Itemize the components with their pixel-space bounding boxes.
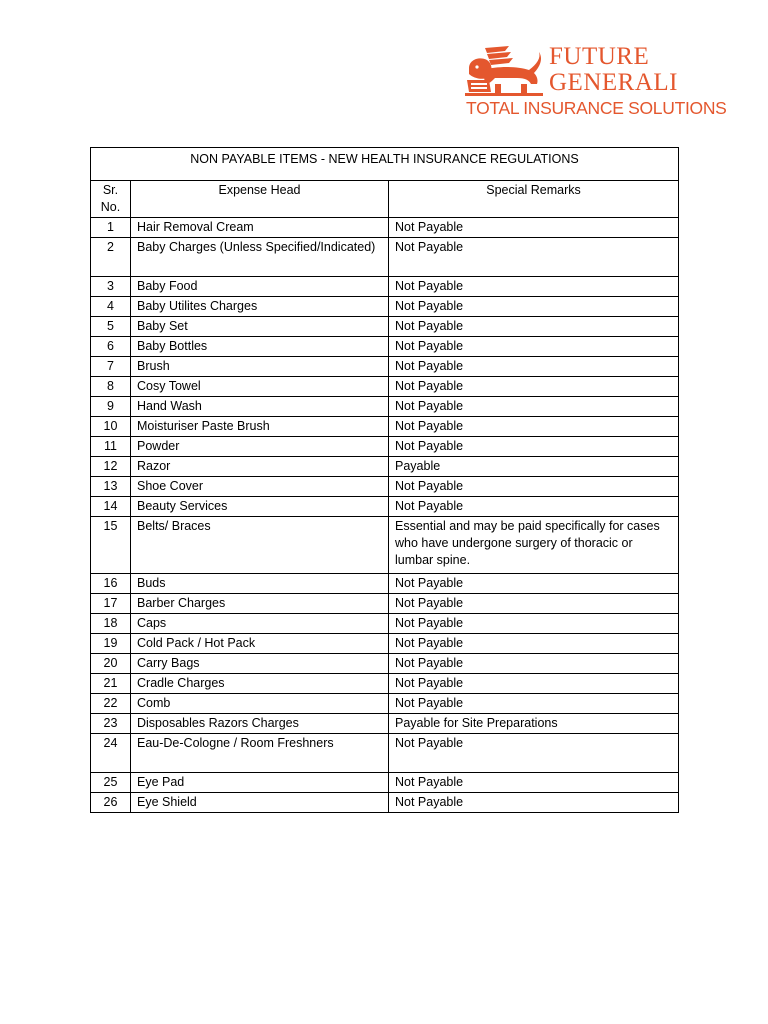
column-header-special-remarks: Special Remarks (389, 181, 679, 218)
remarks-cell: Not Payable (389, 417, 679, 437)
expense-cell: Caps (131, 614, 389, 634)
expense-cell: Baby Bottles (131, 337, 389, 357)
sr-cell: 17 (91, 594, 131, 614)
sr-cell: 21 (91, 674, 131, 694)
sr-cell: 6 (91, 337, 131, 357)
remarks-cell: Not Payable (389, 694, 679, 714)
expense-cell: Hair Removal Cream (131, 218, 389, 238)
table-row (91, 297, 679, 317)
sr-cell: 7 (91, 357, 131, 377)
table-row (91, 437, 679, 457)
remarks-cell: Not Payable (389, 377, 679, 397)
table-row (91, 614, 679, 634)
sr-cell: 25 (91, 773, 131, 793)
sr-cell: 12 (91, 457, 131, 477)
table-row (91, 674, 679, 694)
sr-cell: 20 (91, 654, 131, 674)
expense-cell: Cold Pack / Hot Pack (131, 634, 389, 654)
table-row (91, 317, 679, 337)
sr-cell: 14 (91, 497, 131, 517)
table-row (91, 277, 679, 297)
expense-cell: Buds (131, 574, 389, 594)
table-row (91, 694, 679, 714)
remarks-cell: Not Payable (389, 654, 679, 674)
table-row (91, 734, 679, 773)
table-row (91, 397, 679, 417)
remarks-cell: Not Payable (389, 238, 679, 277)
table-row (91, 417, 679, 437)
expense-cell: Hand Wash (131, 397, 389, 417)
expense-cell: Comb (131, 694, 389, 714)
sr-cell: 8 (91, 377, 131, 397)
sr-cell: 11 (91, 437, 131, 457)
expense-cell: Baby Set (131, 317, 389, 337)
expense-cell: Moisturiser Paste Brush (131, 417, 389, 437)
remarks-cell: Not Payable (389, 614, 679, 634)
expense-cell: Belts/ Braces (131, 517, 389, 574)
sr-cell: 5 (91, 317, 131, 337)
remarks-cell: Not Payable (389, 277, 679, 297)
remarks-cell: Not Payable (389, 477, 679, 497)
expense-cell: Brush (131, 357, 389, 377)
table-row (91, 634, 679, 654)
expense-cell: Eye Pad (131, 773, 389, 793)
expense-cell: Razor (131, 457, 389, 477)
table-row (91, 337, 679, 357)
remarks-cell: Not Payable (389, 594, 679, 614)
sr-cell: 4 (91, 297, 131, 317)
logo-tagline: TOTAL INSURANCE SOLUTIONS (466, 98, 727, 118)
remarks-cell: Not Payable (389, 337, 679, 357)
remarks-cell: Not Payable (389, 437, 679, 457)
table-header-row (91, 181, 679, 218)
sr-cell: 19 (91, 634, 131, 654)
sr-cell: 2 (91, 238, 131, 277)
remarks-cell: Not Payable (389, 218, 679, 238)
expense-cell: Cradle Charges (131, 674, 389, 694)
expense-cell: Baby Utilites Charges (131, 297, 389, 317)
table-row (91, 238, 679, 277)
expense-cell: Eau-De-Cologne / Room Freshners (131, 734, 389, 773)
remarks-cell: Not Payable (389, 574, 679, 594)
winged-lion-icon (465, 44, 543, 96)
remarks-cell: Payable for Site Preparations (389, 714, 679, 734)
sr-cell: 15 (91, 517, 131, 574)
remarks-cell: Payable (389, 457, 679, 477)
sr-cell: 16 (91, 574, 131, 594)
remarks-cell: Not Payable (389, 297, 679, 317)
remarks-cell: Not Payable (389, 793, 679, 813)
column-header-expense-head: Expense Head (131, 181, 389, 218)
remarks-cell: Not Payable (389, 734, 679, 773)
expense-cell: Shoe Cover (131, 477, 389, 497)
sr-cell: 1 (91, 218, 131, 238)
table-row (91, 377, 679, 397)
expense-cell: Carry Bags (131, 654, 389, 674)
column-header-sr-no: Sr. No. (91, 181, 131, 218)
sr-cell: 3 (91, 277, 131, 297)
remarks-cell: Not Payable (389, 634, 679, 654)
remarks-cell: Not Payable (389, 317, 679, 337)
sr-cell: 22 (91, 694, 131, 714)
table-row (91, 773, 679, 793)
expense-cell: Eye Shield (131, 793, 389, 813)
remarks-cell: Not Payable (389, 357, 679, 377)
table-row (91, 793, 679, 813)
expense-cell: Barber Charges (131, 594, 389, 614)
table-title: NON PAYABLE ITEMS - NEW HEALTH INSURANCE REGULATIONS (91, 148, 679, 181)
table-title-row (91, 148, 679, 181)
table-row (91, 357, 679, 377)
expense-cell: Baby Food (131, 277, 389, 297)
company-logo (465, 42, 727, 120)
sr-cell: 9 (91, 397, 131, 417)
sr-cell: 18 (91, 614, 131, 634)
table-row (91, 517, 679, 574)
sr-cell: 26 (91, 793, 131, 813)
table-row (91, 457, 679, 477)
logo-wordmark-generali: GENERALI (549, 69, 678, 96)
expense-cell: Cosy Towel (131, 377, 389, 397)
sr-cell: 13 (91, 477, 131, 497)
table-row (91, 574, 679, 594)
table-row (91, 714, 679, 734)
table-row (91, 477, 679, 497)
table-row (91, 654, 679, 674)
expense-cell: Baby Charges (Unless Specified/Indicated) (131, 238, 389, 277)
logo-wordmark-future: FUTURE (549, 43, 650, 70)
sr-cell: 24 (91, 734, 131, 773)
table-row (91, 218, 679, 238)
sr-cell: 10 (91, 417, 131, 437)
remarks-cell: Not Payable (389, 397, 679, 417)
remarks-cell: Not Payable (389, 773, 679, 793)
table-row (91, 594, 679, 614)
sr-cell: 23 (91, 714, 131, 734)
expense-cell: Beauty Services (131, 497, 389, 517)
non-payable-items-table (90, 147, 679, 813)
expense-cell: Powder (131, 437, 389, 457)
table-row (91, 497, 679, 517)
remarks-cell: Not Payable (389, 497, 679, 517)
remarks-cell: Not Payable (389, 674, 679, 694)
remarks-cell: Essential and may be paid specifically for cases who have undergone surgery of thoracic or lumbar spine. (389, 517, 679, 574)
expense-cell: Disposables Razors Charges (131, 714, 389, 734)
